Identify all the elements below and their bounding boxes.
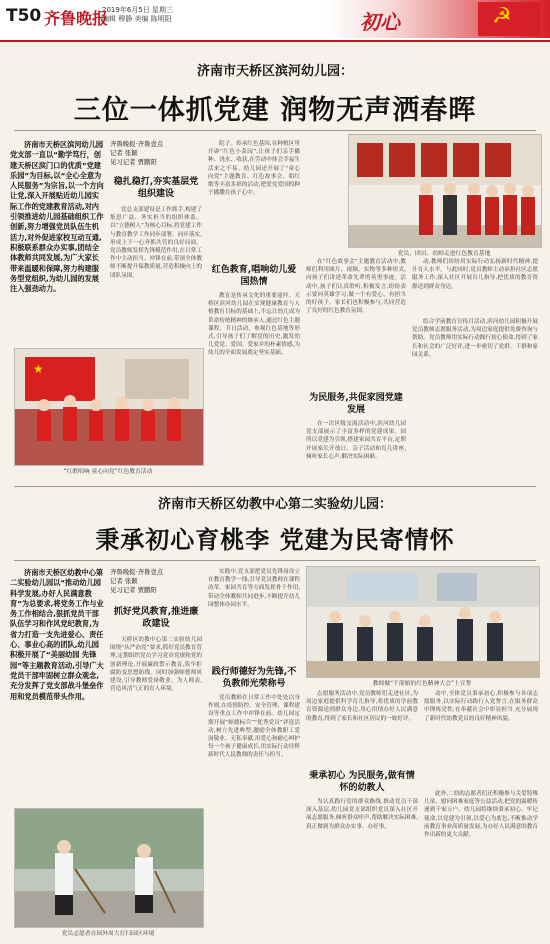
article2-byline: 齐鲁晚报·齐鲁壹点 记者 张颖 见习记者 贾鹏阳 <box>110 568 164 594</box>
photo-children-red-songs <box>14 348 204 466</box>
article1-title: 三位一体抓党建 润物无声洒春晖 <box>73 95 477 126</box>
article2-title: 秉承初心育桃李 党建为民寄情怀 <box>95 526 455 554</box>
divider <box>14 486 536 487</box>
article2-col2: 天桥区幼教中心第二实验幼儿园围绕“从严治党”要求,抓好党员教育管理,定期组织党员学习党章党规和党的创新理论,开展廉政警示教育,筑牢拒腐防变思想防线。同时加强师德师风建设,引导教师爱岗敬业、为人师表,营造风清气正的育人环境。 <box>110 637 202 693</box>
article1-col5b: 结合学前教育宣传月活动,滨河幼儿园积极开展党员教师志愿服务活动,为周边家庭提供免费咨询与帮助。党员教师用实际行动践行初心使命,得到了家长和社会的广泛好评,进一步密切了党群、干群和家园关系。 <box>412 319 538 358</box>
header-meta <box>102 6 173 24</box>
article2-kicker: 济南市天桥区幼教中心第二实验幼儿园： <box>157 497 392 512</box>
article2-col4b: 为认真践行党的群众路线,推动党员干部深入基层,幼儿园党支部组织党员深入社区开展志愿服务,倾听群众呼声,帮助解决实际困难,真正做到为群众办实事、办好事。 <box>306 799 418 830</box>
hammer-sickle-icon: ☭ <box>492 4 512 29</box>
article1-col2: 党总支部建设是工作抓手,构建了集思广益、务实担当的组织体系。以“立德树人”为核心目标,将党建工作与教育教学工作同步部署、同步落实,形成上下一心齐抓共管的良好局面。党员教师发挥先锋模范作用,在日常工作中主动担当、冲锋在前,带领全体教师不断提升保教质量,营造积极向上的团队氛围。 <box>110 207 202 279</box>
editor-credits: 编辑 穆静 美编 陈明阳 <box>102 15 172 23</box>
article1-col5a: 动,教师们纷纷用实际行动弘扬新时代精神,提升育人水平。与此同时,党员教师主动承担社区志愿服务工作,深入社区开展育儿指导,把优质的教育资源送到群众身边。 <box>412 259 538 290</box>
article2-col5a: 动中,全体党员秉承初心,积极参与各项志愿服务,以实际行动践行入党誓言,在服务群众中锤炼党性,在奉献社会中彰显担当,充分展现了新时代幼教党员的良好精神风貌。 <box>424 691 538 722</box>
article1-col3a: 院子。传承红色基因,在种植区里开辟“红色小菜园”,让孩子们亲手播种、浇水、收获,在劳动中体会幸福生活来之不易。幼儿园还开展了“童心向党”主题教育、红色故事会、唱红歌等丰富多彩的活动,把爱党爱国的种子播撒在孩子心中。 <box>208 141 300 197</box>
article1-col3b: 教育是传承文化的重要途径。天桥区滨河幼儿园在实现健康教育与人格教育目标的基础上,不忘让幼儿成为革命传统精神的继承人,通过红色主题课程、节日活动、参观红色基地等形式,引导孩子们了解党的历史,激发幼儿爱党、爱国、爱家乡的朴素情感,为幼儿的全面发展奠定坚实基础。 <box>208 293 300 357</box>
photo-teachers-oath <box>306 566 540 678</box>
divider <box>14 130 536 131</box>
article2-lead: 济南市天桥区幼教中心第二实验幼儿园以“推动幼儿园科学发展,办好人民满意教育”为总要求,将党务工作与业务工作相结合,狠抓党员干部队伍学习和作风党纪教育,为省力打造一支先进爱心、责任心、事业心高的团队,幼儿园积极开展了“美丽幼园 先锋园”等主题教育活动,引导广大党员干部牢固树立群众观念,充分发挥了党支部战斗堡垒作用和党员模范带头作用。 <box>10 568 104 701</box>
page-number: T50 <box>6 6 42 26</box>
photo4-caption: 党员志愿者在园外周大打扫园区环境 <box>61 931 155 937</box>
article1-lead: 济南市天桥区滨河幼儿园党支部一直以“勤学笃行，创建天桥区滨门口的优质”党建乐园”为目标,以“全心全意为人民服务”为宗旨,以一个方向让党,深入开展贴近幼儿园实际工作的党建教育活动,对内引领推进幼儿园基础组织工作创新,努力增强党员队伍生机活力,对外促进家校互动互通,积极联系群众办实事,团结全体教师共同发展,为广大家长带来温暖和保障,努力构建服务型党组织,为幼儿园的发展注入强劲动力。 <box>10 140 104 294</box>
article2-subhead-1: 抓好党风教育,推进廉政建设 <box>113 607 199 629</box>
photo-red-education-base <box>348 134 542 248</box>
article1-subhead-2: 红色教育,唱响幼儿爱国热情 <box>211 265 297 287</box>
article1-col4a: 在“红色故事会”主题教育活动中,教师们利用图片、视频、实物等多种形式,向孩子们讲述革命先辈的英勇事迹。活动中,孩子们认真聆听,积极发言,纷纷表示要向英雄学习,做一个有爱心、有担当的好孩子。家长们也积极参与,共同营造了良好的红色教育氛围。 <box>306 259 406 315</box>
photo2-caption: 党员、团员、幼师走进红色教育基地 <box>397 251 491 257</box>
article2-col5b: 此外,二幼的志愿者们还积极参与关爱特殊儿童、慰问困难家庭等公益活动,把党的温暖传递到千家万户。幼儿园将继续秉承初心、牢记使命,以党建为引领,以爱心为底色,不断推动学前教育事业高质量发展,为办好人民满意的教育作出新的更大贡献。 <box>424 791 538 839</box>
photo1-caption: “红歌唱响 童心向党”红色教育活动 <box>63 469 153 475</box>
article1-subhead-1: 稳扎稳打,夯实基层党组织建设 <box>113 177 199 199</box>
svg-text:★: ★ <box>33 362 44 376</box>
article1-subhead-3: 为民服务,共促家园党建发展 <box>309 393 403 415</box>
article2-subhead-3: 秉承初心 为民服务,做有情怀的幼教人 <box>309 771 415 793</box>
article1-col4b: 在一次区级交流活动中,滨河幼儿园党支部展示了丰富多样的党建成果。园所以党建为引领,搭建家园共育平台,定期开展家长开放日、亲子活动和育儿讲座,倾听家长心声,解决实际困难。 <box>306 421 406 460</box>
banner-title: 初心 <box>360 10 400 34</box>
issue-date: 2019年6月5日 星期三 <box>102 6 173 14</box>
article2-col3a: 实践中,党支部把党员先锋岗设立在教育教学一线,引导党员教师在课程改革、家园共育等方面发挥骨干作用,带动全体教师共同进步,不断提升幼儿园整体办园水平。 <box>208 569 300 608</box>
article2-col3b: 党员教师在日常工作中处处以身作则,在疫情防控、安全管理、课程建设等重点工作中冲锋在前。幼儿园定期开展“师德标兵”“优秀党员”评选活动,树立先进典型,激励全体教职工爱岗敬业、无私奉献,用爱心和耐心呵护每一个孩子健康成长,用实际行动诠释新时代人民教师的责任与担当。 <box>208 695 300 759</box>
article1-kicker: 济南市天桥区滨河幼儿园： <box>196 64 353 79</box>
article2-subhead-2: 践行师德好为先锋,不负教师光荣称号 <box>211 667 297 689</box>
article2-col4a: 志愿服务活动中,党员教师们走进社区,为周边家庭提供科学育儿指导,将优质的学前教育资源送到群众身边,用心用情办好人民满意的教育,得到了家长和社区居民的一致好评。 <box>306 691 418 722</box>
article1-byline: 齐鲁晚报·齐鲁壹点 记者 张颖 见习记者 贾鹏阳 <box>110 140 164 166</box>
divider <box>14 560 536 561</box>
photo3-caption: 教师做“千部娘的红色精神大会”上宣誓 <box>372 681 472 687</box>
newspaper-name: 齐鲁晚报 <box>44 9 109 28</box>
photo-volunteers-cleaning <box>14 808 204 928</box>
